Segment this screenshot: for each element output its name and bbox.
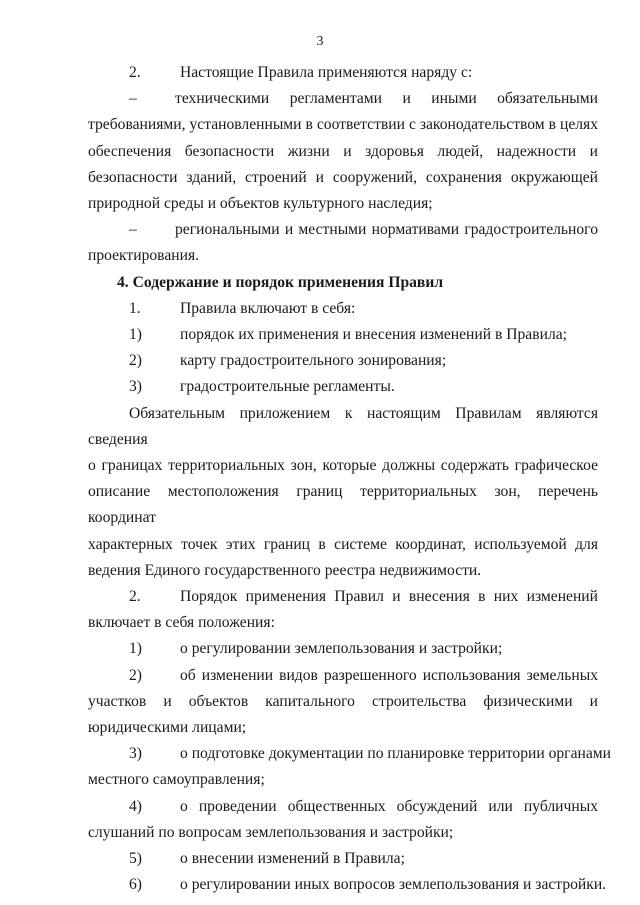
clause-1-includes — [88, 296, 598, 322]
clause-text: Правила включают в себя: — [180, 299, 356, 317]
clause-number: 2. — [129, 64, 141, 81]
list-item-first-line — [88, 794, 598, 820]
list-item — [88, 322, 598, 348]
dash-item-2-last-line: проектирования. — [88, 247, 200, 265]
list-item-number: 5) — [129, 850, 142, 868]
list-item-text: о подготовке документации по планировке территории органами — [180, 745, 611, 763]
clause-2-procedure-last-line: включает в себя положения: — [88, 614, 275, 632]
clause-text: Порядок применения Правил и внесения в них изменений — [180, 588, 598, 606]
list-item-last-line: юридическими лицами; — [88, 719, 247, 737]
clause-2-applies — [88, 60, 598, 86]
list-item-mid-line: участков и объектов капитального строительства физическими и — [88, 692, 598, 710]
appendix-paragraph-last-line: ведения Единого государственного реестра недвижимости. — [88, 561, 482, 579]
list-item-text: о регулировании землепользования и застройки; — [180, 640, 503, 658]
appendix-paragraph-line-3: описание местоположения границ территориальных зон, перечень координат — [88, 483, 598, 527]
list-item-text: карту градостроительного зонирования; — [180, 352, 447, 370]
dash-item-2-first-line — [88, 217, 598, 243]
list-item-text: о регулировании иных вопросов землепользования и застройки. — [180, 876, 607, 894]
list-item-last-line: слушаний по вопросам землепользования и застройки; — [88, 823, 454, 841]
list-item-first-line — [88, 663, 598, 689]
list-item — [88, 374, 598, 400]
dash-item-1-first-line — [88, 86, 598, 112]
dash-marker: – — [129, 221, 137, 239]
clause-2-procedure-first-line — [88, 584, 598, 610]
clause-number: 1. — [129, 299, 141, 317]
appendix-paragraph-first-line: Обязательным приложением к настоящим Правилам являются сведения — [88, 404, 598, 448]
list-item — [88, 872, 607, 898]
appendix-paragraph-line-4: характерных точек этих границ в системе координат, используемой для — [88, 535, 598, 553]
section-heading: 4. Содержание и порядок применения Правил — [117, 273, 444, 291]
list-item-first-line — [88, 741, 611, 767]
list-item-number: 2) — [129, 352, 142, 370]
list-item-number: 1) — [129, 326, 142, 344]
list-item-number: 1) — [129, 640, 142, 658]
dash-item-1-line-4: безопасности зданий, строений и сооружений, сохранения окружающей — [88, 168, 598, 186]
dash-item-1-line-2: требованиями, установленными в соответствии с законодательством в целях — [88, 116, 598, 134]
list-item — [88, 348, 598, 374]
list-item-number: 3) — [129, 745, 142, 763]
list-item-last-line: местного самоуправления; — [88, 771, 265, 789]
list-item-number: 3) — [129, 378, 142, 396]
list-item-text: о проведении общественных обсуждений или публичных — [180, 797, 598, 815]
list-item-number: 2) — [129, 666, 142, 684]
dash-item-text: техническими регламентами и иными обязательными — [175, 90, 598, 108]
list-item — [88, 846, 598, 872]
clause-text: Настоящие Правила применяются наряду с: — [180, 64, 473, 81]
dash-item-1-line-3: обеспечения безопасности жизни и здоровья людей, надежности и — [88, 142, 598, 160]
list-item-text: об изменении видов разрешенного использования земельных — [180, 666, 598, 684]
list-item-number: 4) — [129, 797, 142, 815]
list-item — [88, 636, 598, 662]
list-item-text: градостроительные регламенты. — [180, 378, 395, 396]
list-item-text: о внесении изменений в Правила; — [180, 850, 405, 868]
appendix-paragraph-line-2: о границах территориальных зон, которые должны содержать графическое — [88, 457, 598, 475]
document-body — [88, 60, 611, 899]
dash-marker: – — [129, 90, 137, 108]
dash-item-1-last-line: природной среды и объектов культурного наследия; — [88, 195, 433, 213]
clause-number: 2. — [129, 588, 141, 606]
page-number: 3 — [316, 34, 324, 49]
list-item-text: порядок их применения и внесения изменений в Правила; — [180, 326, 567, 344]
dash-item-text: региональными и местными нормативами градостроительного — [175, 221, 598, 239]
list-item-number: 6) — [129, 876, 142, 894]
